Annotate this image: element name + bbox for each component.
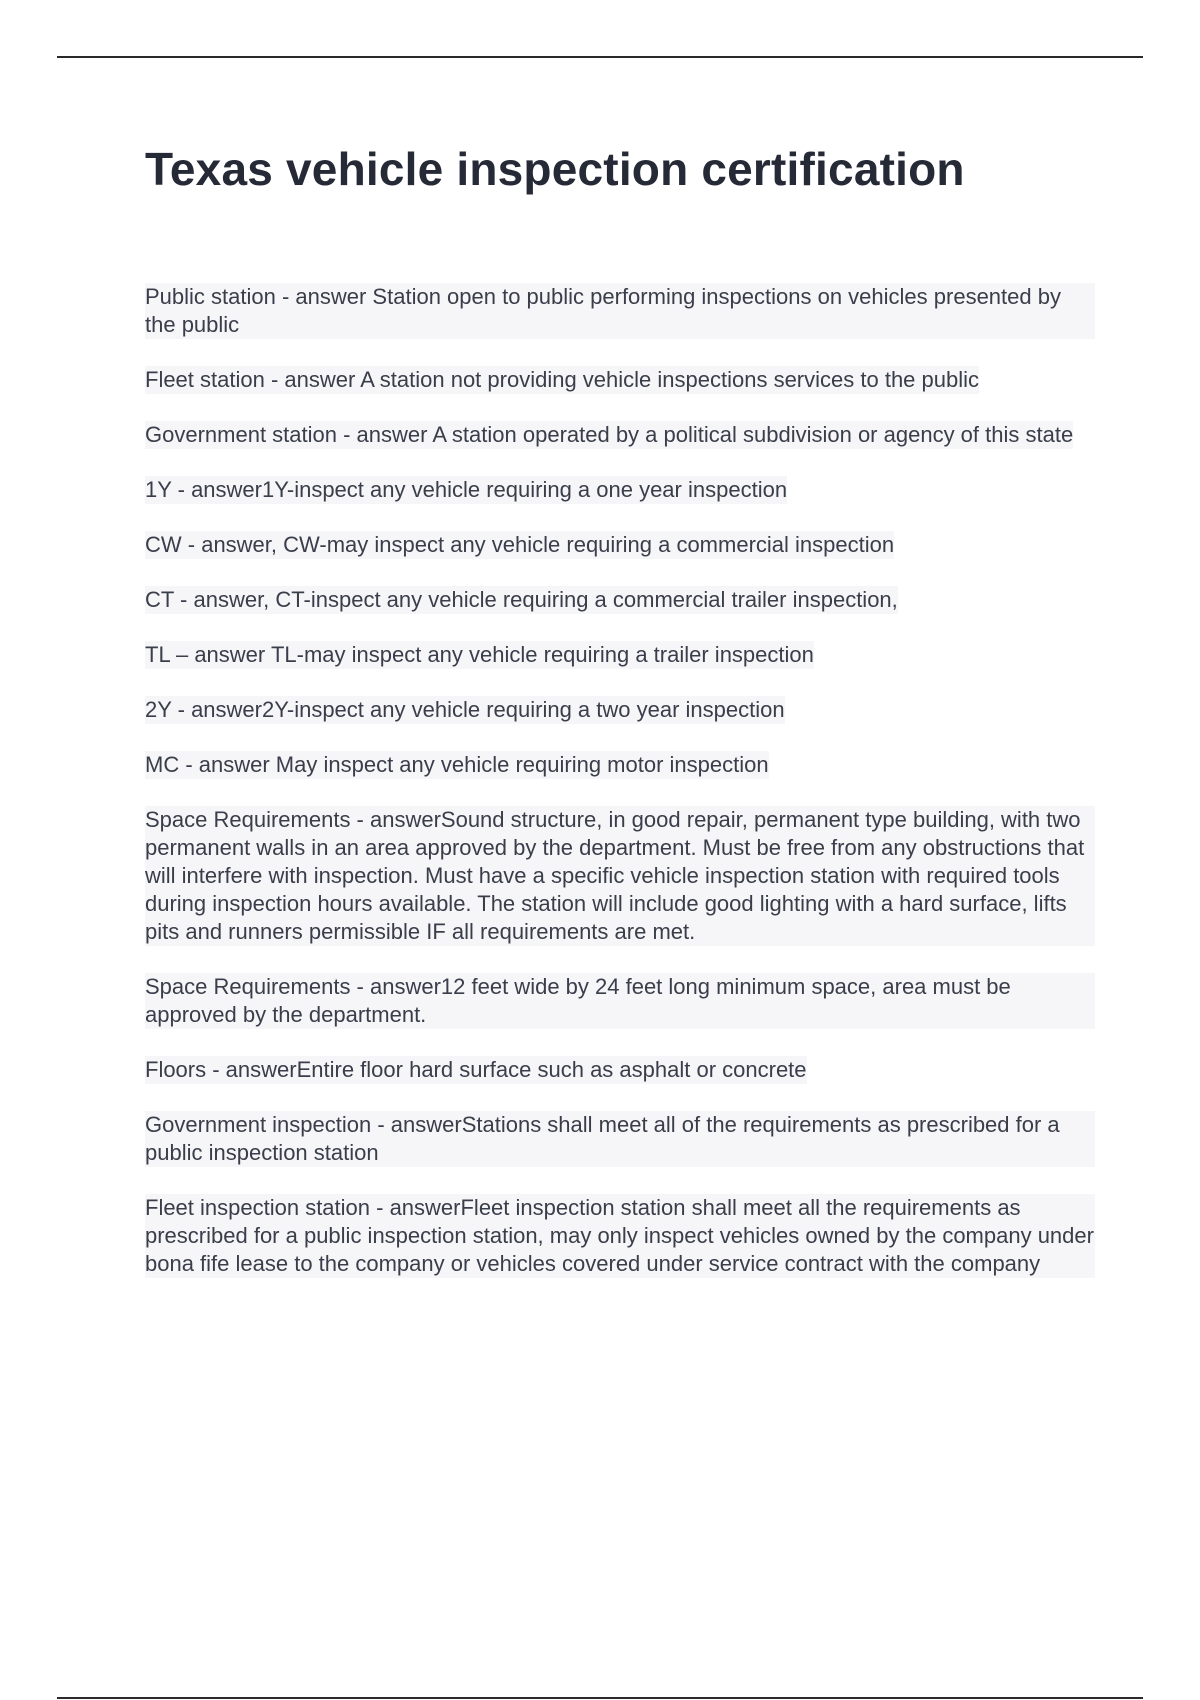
bottom-divider — [57, 1697, 1143, 1699]
qa-list — [145, 283, 1095, 1278]
qa-entry: Fleet inspection station - answerFleet inspection station shall meet all the requirements as prescribed for a public inspection station, may only inspect vehicles owned by the company under bona fife lease to the company or vehicles covered under service contract with the company — [145, 1195, 1094, 1276]
qa-entry: Floors - answerEntire floor hard surface such as asphalt or concrete — [145, 1057, 807, 1082]
qa-entry: 2Y - answer2Y-inspect any vehicle requiring a two year inspection — [145, 697, 785, 722]
qa-entry: Government inspection - answerStations shall meet all of the requirements as prescribed for a public inspection station — [145, 1111, 1095, 1167]
top-divider — [57, 56, 1143, 58]
page-title: Texas vehicle inspection certification — [145, 143, 965, 195]
qa-entry: CT - answer, CT-inspect any vehicle requiring a commercial trailer inspection, — [145, 587, 898, 612]
qa-entry: Fleet station - answer A station not providing vehicle inspections services to the public — [145, 367, 980, 392]
qa-entry: Space Requirements - answerSound structure, in good repair, permanent type building, with two permanent walls in an area approved by the department. Must be free from any obstructions that will interfere with inspection. Must have a specific vehicle inspection station with required tools during inspection hours available. The station will include good lighting with a hard surface, lifts pits and runners permissible IF all requirements are met. — [145, 806, 1095, 946]
qa-entry: TL – answer TL-may inspect any vehicle requiring a trailer inspection — [145, 642, 814, 667]
qa-entry: Space Requirements - answer12 feet wide by 24 feet long minimum space, area must be approved by the department. — [145, 973, 1095, 1029]
qa-entry: CW - answer, CW-may inspect any vehicle requiring a commercial inspection — [145, 532, 895, 557]
qa-entry: Public station - answer Station open to public performing inspections on vehicles presented by the public — [145, 283, 1095, 339]
qa-entry: MC - answer May inspect any vehicle requiring motor inspection — [145, 752, 769, 777]
qa-entry: Government station - answer A station operated by a political subdivision or agency of this state — [145, 422, 1074, 447]
qa-entry: 1Y - answer1Y-inspect any vehicle requiring a one year inspection — [145, 477, 788, 502]
